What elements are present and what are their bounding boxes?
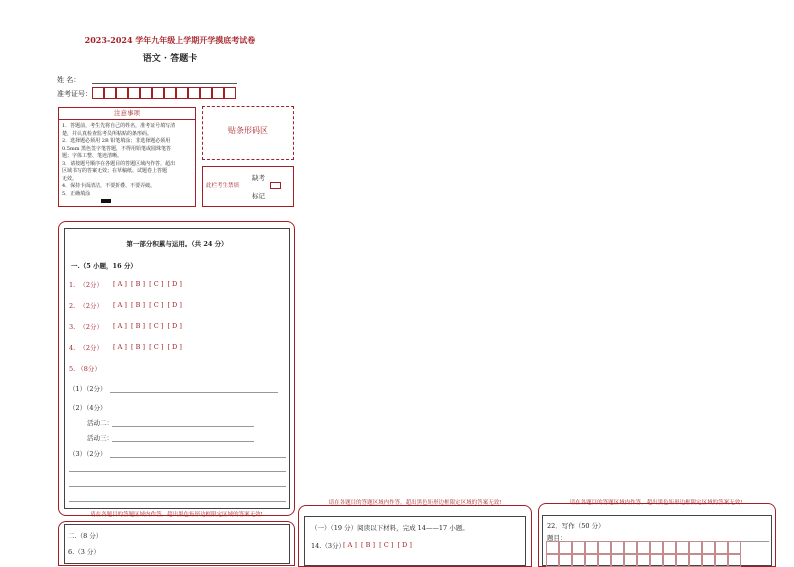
exam-id-cell[interactable] [128, 87, 140, 99]
q6-label: 6.（3 分） [68, 548, 100, 556]
mc-question-label: 2. （2分） [69, 302, 103, 310]
exam-id-cell[interactable] [188, 87, 200, 99]
q14-label: 14.（3分） [311, 542, 345, 550]
grid-cell[interactable] [650, 554, 663, 567]
exam-id-cells[interactable] [92, 87, 238, 100]
mc-options[interactable]: [ A ] [ B ] [ C ] [ D ] [113, 343, 182, 351]
grid-cell[interactable] [702, 541, 715, 554]
grid-cell[interactable] [611, 554, 624, 567]
activity3-label: 活动三： [87, 434, 113, 442]
mc-question-label: 3. （2分） [69, 323, 103, 331]
exam-id-cell[interactable] [116, 87, 128, 99]
name-label: 姓 名： [57, 76, 81, 84]
q5-1-label: （1）（2分） [69, 385, 107, 393]
barcode-label: 贴条形码区 [228, 126, 268, 135]
exam-id-cell[interactable] [200, 87, 212, 99]
mc-question-label: 4. （2分） [69, 344, 103, 352]
grid-cell[interactable] [598, 554, 611, 567]
absent-label: 缺考 [252, 174, 265, 182]
exam-id-cell[interactable] [104, 87, 116, 99]
warning-middle: 请在各题目的答题区域内作答，超出黑色矩形边框限定区域的答案无效! [328, 500, 502, 506]
section2-box [64, 524, 290, 564]
warning-left: 请在各题目的答题区域内作答，超出黑色矩形边框限定区域的答案无效! [90, 512, 263, 518]
exam-id-cell[interactable] [212, 87, 224, 99]
absent-restricted-label: 此栏考生禁填 [206, 183, 240, 189]
exam-id-cell[interactable] [152, 87, 164, 99]
grid-cell[interactable] [650, 541, 663, 554]
notice-box [58, 107, 196, 207]
barcode-area [202, 106, 294, 160]
q5-3-answer-line-3[interactable] [69, 486, 286, 487]
q5-3-answer-line-2[interactable] [69, 471, 286, 472]
grid-cell[interactable] [728, 541, 741, 554]
q5-label: 5. （8分） [69, 365, 101, 373]
grid-cell[interactable] [637, 554, 650, 567]
grid-cell[interactable] [585, 554, 598, 567]
activity2-answer-line[interactable] [112, 426, 254, 427]
reading-heading: （一）（19 分）阅读以下材料，完成 14——17 小题。 [311, 524, 469, 532]
q5-3-answer-line-1[interactable] [110, 457, 286, 458]
writing-topic-label: 题目： [547, 534, 567, 542]
mc-question-label: 1. （2分） [69, 281, 103, 289]
grid-cell[interactable] [676, 541, 689, 554]
exam-id-cell[interactable] [140, 87, 152, 99]
q5-1-answer-line[interactable] [110, 392, 278, 393]
activity3-answer-line[interactable] [112, 441, 254, 442]
exam-id-cell[interactable] [92, 87, 104, 99]
q14-options[interactable]: [ A ] [ B ] [ C ] [ D ] [343, 541, 412, 549]
name-field[interactable] [92, 83, 237, 84]
answer-sheet-subtitle: 语文 · 答题卡 [142, 54, 198, 64]
mark-label: 标记 [252, 192, 265, 200]
notice-title: 注意事项 [59, 108, 195, 120]
grid-cell[interactable] [689, 541, 702, 554]
grid-cell[interactable] [624, 541, 637, 554]
grid-cell[interactable] [611, 541, 624, 554]
q5-3-label: （3）（2分） [69, 450, 107, 458]
composition-grid[interactable] [546, 541, 741, 567]
exam-id-cell[interactable] [164, 87, 176, 99]
warning-right: 请在各题目的答题区域内作答，超出黑色矩形边框限定区域的答案无效! [569, 500, 743, 506]
activity2-label: 活动二： [87, 419, 113, 427]
grid-cell[interactable] [715, 554, 728, 567]
grid-cell[interactable] [559, 541, 572, 554]
grid-cell[interactable] [728, 554, 741, 567]
filled-mark-sample [101, 199, 111, 203]
q5-2-label: （2）（4分） [69, 404, 107, 412]
section2-heading: 二.（8 分） [68, 532, 103, 540]
absent-box [202, 166, 294, 207]
exam-id-cell[interactable] [224, 87, 236, 99]
grid-cell[interactable] [546, 554, 559, 567]
mc-options[interactable]: [ A ] [ B ] [ C ] [ D ] [113, 322, 182, 330]
notice-text: 1．答题前，考生先将自己的姓名，准考证号填写清 楚，并认真检查监考员所粘贴的条形码。 2．选择题必须用 2B 铅笔填涂；非选择题必须用 0.5mm 黑色签字笔答题，不得用铅笔或圆珠笔答 题；字体工整、笔迹清晰。 3．请按题号顺序在各题目的答题区域内作答，超出 区域书写的答案无效；在草稿纸、试题卷上答题 无效。 4．保持卡面清洁，不要折叠、不要弄破。 5．正确填涂 [62, 123, 176, 197]
grid-cell[interactable] [702, 554, 715, 567]
exam-id-cell[interactable] [176, 87, 188, 99]
grid-cell[interactable] [663, 554, 676, 567]
grid-cell[interactable] [676, 554, 689, 567]
mc-options[interactable]: [ A ] [ B ] [ C ] [ D ] [113, 280, 182, 288]
grid-cell[interactable] [585, 541, 598, 554]
mc-options[interactable]: [ A ] [ B ] [ C ] [ D ] [113, 301, 182, 309]
part1-heading: 一.（5 小题，16 分） [71, 262, 137, 270]
exam-title: 2023-2024 学年九年级上学期开学摸底考试卷 [84, 35, 256, 45]
grid-cell[interactable] [598, 541, 611, 554]
grid-cell[interactable] [546, 541, 559, 554]
writing-heading: 22．写作（50 分） [547, 522, 605, 530]
absent-checkbox[interactable] [270, 182, 281, 189]
section1-heading: 第一部分积累与运用。（共 24 分） [126, 240, 228, 248]
grid-cell[interactable] [715, 541, 728, 554]
exam-id-label: 准考证号： [57, 90, 92, 98]
grid-cell[interactable] [559, 554, 572, 567]
grid-cell[interactable] [689, 554, 702, 567]
grid-cell[interactable] [572, 541, 585, 554]
grid-cell[interactable] [572, 554, 585, 567]
middle-box [304, 516, 526, 566]
grid-cell[interactable] [663, 541, 676, 554]
grid-cell[interactable] [637, 541, 650, 554]
grid-cell[interactable] [624, 554, 637, 567]
q5-3-answer-line-4[interactable] [69, 501, 286, 502]
